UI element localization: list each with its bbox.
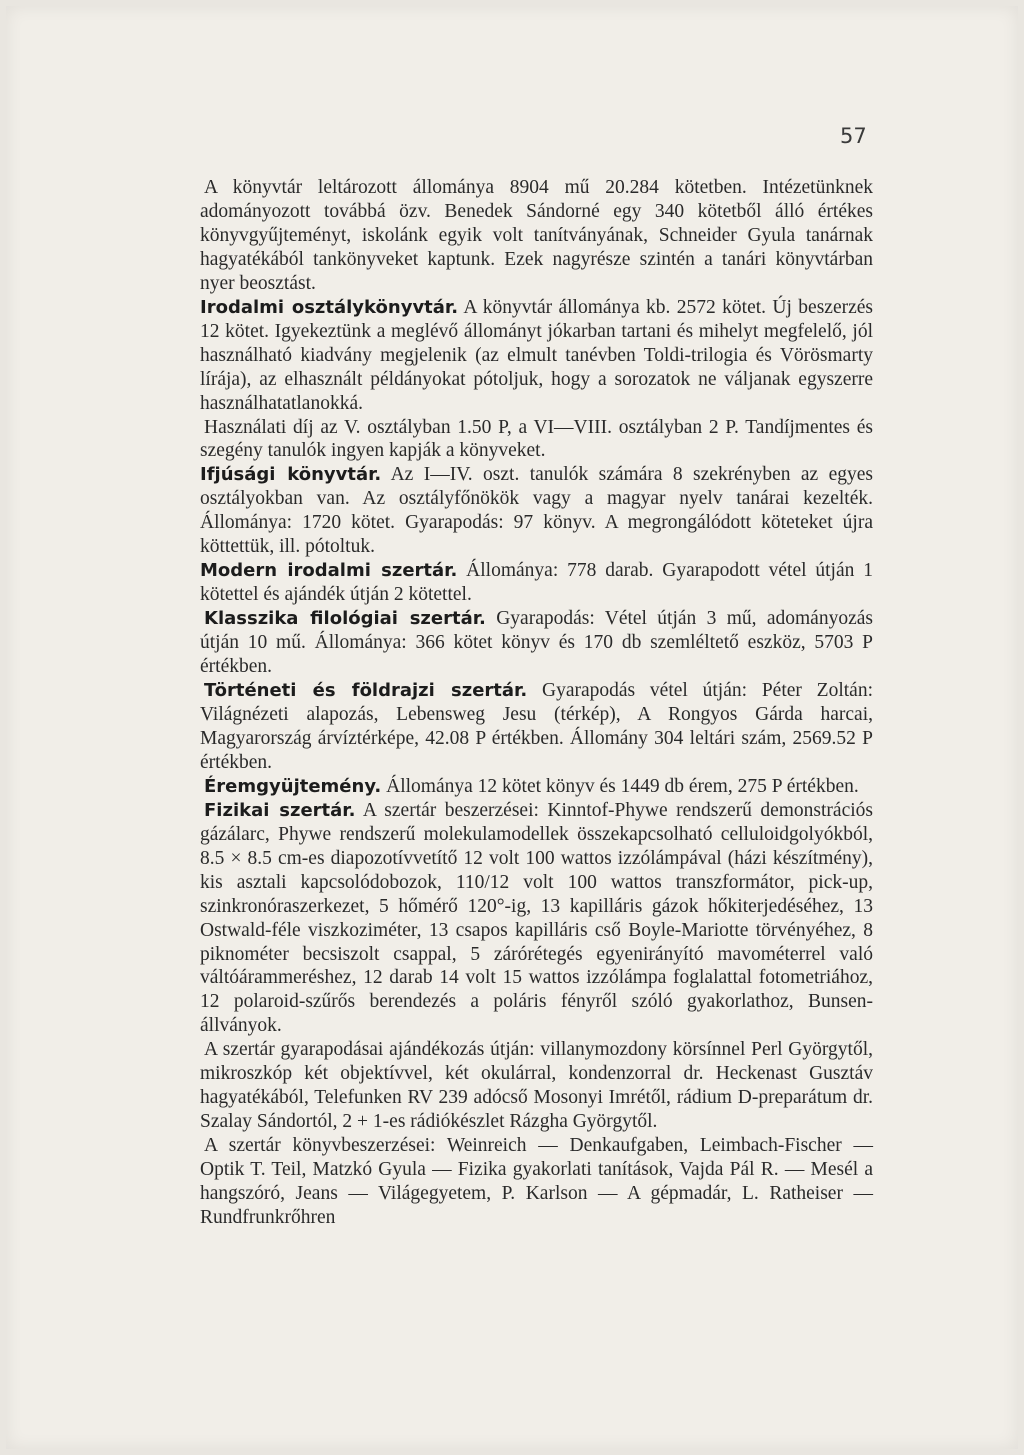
paragraph-text: Gyarapodás vétel útján: Péter Zoltán: Világnézeti alapozás, Lebensweg Jesu (térkép), A Rongyos Gárda harcai, Magyarország árvíztérképe, 42.08 P értékben. Állomány 304 leltári szám, 2569.52 P értékben. [200,680,873,773]
paragraph-physics-donations [200,1038,873,1134]
paragraph-text: A szertár beszerzései: Kinntof-Phywe rendszerű demonstrációs gázálarc, Phywe rendszerű molekulamodellek összekapcsolható celluloidgolyókból, 8.5 × 8.5 cm-es diapozotívvetítő 12 volt 100 wattos izzólámpával (házi készítmény), kis asztali kapcsolódobozok, 110/12 volt 100 wattos transzformátor, pick-up, szinkronóraszerkezet, 5 hőmérő 120°-ig, 13 kapilláris gázok hőkiterjedéséhez, 13 Ostwald-féle viszkoziméter, 13 csapos kapilláris cső Boyle-Mariotte törvényéhez, 8 piknométer becsiszolt csappal, 5 zárórétegés egyenirányító mavométerrel való váltóárammeréshez, 12 darab 14 volt 15 wattos izzólámpa foglalattal fotometriához, 12 polaroid-szűrős berendezés a poláris fényről szóló gyakorlathoz, Bunsen-állványok. [200,799,873,1037]
paragraph-text: Állománya: 778 darab. Gyarapodott vétel útján 1 kötettel és ajándék útján 2 kötettel. [200,560,874,606]
paragraph-label: Történeti és földrajzi szertár. [204,680,528,702]
paragraph-text: A könyvtár leltározott állománya 8904 mű 20.284 kötetben. Intézetünknek adományozott továbbá özv. Benedek Sándorné egy 340 kötetből álló értékes könyvgyűjteményt, iskolánk egyik volt tanítványának, Schneider Gyula tanárnak hagyatékából tankönyveket kaptunk. Ezek nagyrésze szintén a tanári könyvtárban nyer beosztást. [200,177,873,294]
page-number: 57 [840,124,867,148]
paragraph-coin-collection [200,775,873,799]
paragraph-text: Az I—IV. oszt. tanulók számára 8 szekrényben az egyes osztályokban van. Az osztályfőnökök vagy a magyar nyelv tanárai kezelték. Állománya: 1720 kötet. Gyarapodás: 97 könyv. A megrongálódott köteteket újra köttettük, ill. pótoltuk. [200,464,874,558]
paragraph-youth-library [200,463,873,559]
paragraph-literary-class-library [200,296,873,416]
paragraph-label: Modern irodalmi szertár. [200,560,458,582]
paragraph-label: Éremgyüjtemény. [204,775,382,797]
paragraph-label: Ifjúsági könyvtár. [200,464,382,486]
paragraph-label: Irodalmi osztálykönyvtár. [200,296,459,318]
paragraph-physics-books [200,1134,873,1230]
paragraph-label: Fizikai szertár. [204,799,356,821]
paragraph-label: Klasszika filológiai szertár. [204,608,486,630]
paragraph-history-geography-collection [200,679,873,775]
paragraph-text: A szertár gyarapodásai ajándékozás útján: villanymozdony körsínnel Perl Györgytől, mikroszkóp két objektívvel, két okulárral, kondenzorral dr. Heckenast Gusztáv hagyatékából, Telefunken RV 239 adócső Mosonyi Imrétől, rádium D-preparátum dr. Szalay Sándortól, 2 + 1-es rádiókészlet Rázgha Györgytől. [200,1039,873,1133]
paragraph-text: Használati díj az V. osztályban 1.50 P, a VI—VIII. osztályban 2 P. Tandíjmentes és szegény tanulók ingyen kapják a könyveket. [200,416,873,462]
paragraph-text: Gyarapodás: Vétel útján 3 mű, adományozás útján 10 mű. Állománya: 366 kötet könyv és 170 db szemléltető eszköz, 5703 P értékben. [200,608,873,678]
body-text [200,176,873,1230]
paragraph-modern-literature-collection [200,559,873,607]
paragraph-classical-philology-collection [200,607,873,679]
paragraph-text: Állománya 12 kötet könyv és 1449 db érem, 275 P értékben. [381,775,859,797]
paragraph-text: A könyvtár állománya kb. 2572 kötet. Új beszerzés 12 kötet. Igyekeztünk a meglévő állományt jókarban tartani és mihelyt megfelelő, jól használható kiadvány megjelenik (az elmult tanévben Toldi-trilogia és Vörösmarty lírája), az elhasznált példányokat pótoljuk, hogy a sorozatok ne váljanak egyszerre használhatatlanokká. [200,296,873,414]
paragraph-physics-collection [200,799,873,1039]
paragraph-usage-fee [200,416,873,464]
paragraph-library-holdings [200,176,873,296]
paragraph-text: A szertár könyvbeszerzései: Weinreich — Denkaufgaben, Leimbach-Fischer — Optik T. Teil, Matzkó Gyula — Fizika gyakorlati tanítások, Vajda Pál R. — Mesél a hangszóró, Jeans — Világegyetem, P. Karlson — A gépmadár, L. Ratheiser — Rundfrunkrőhren [200,1135,873,1228]
document-page [6,6,1018,1449]
